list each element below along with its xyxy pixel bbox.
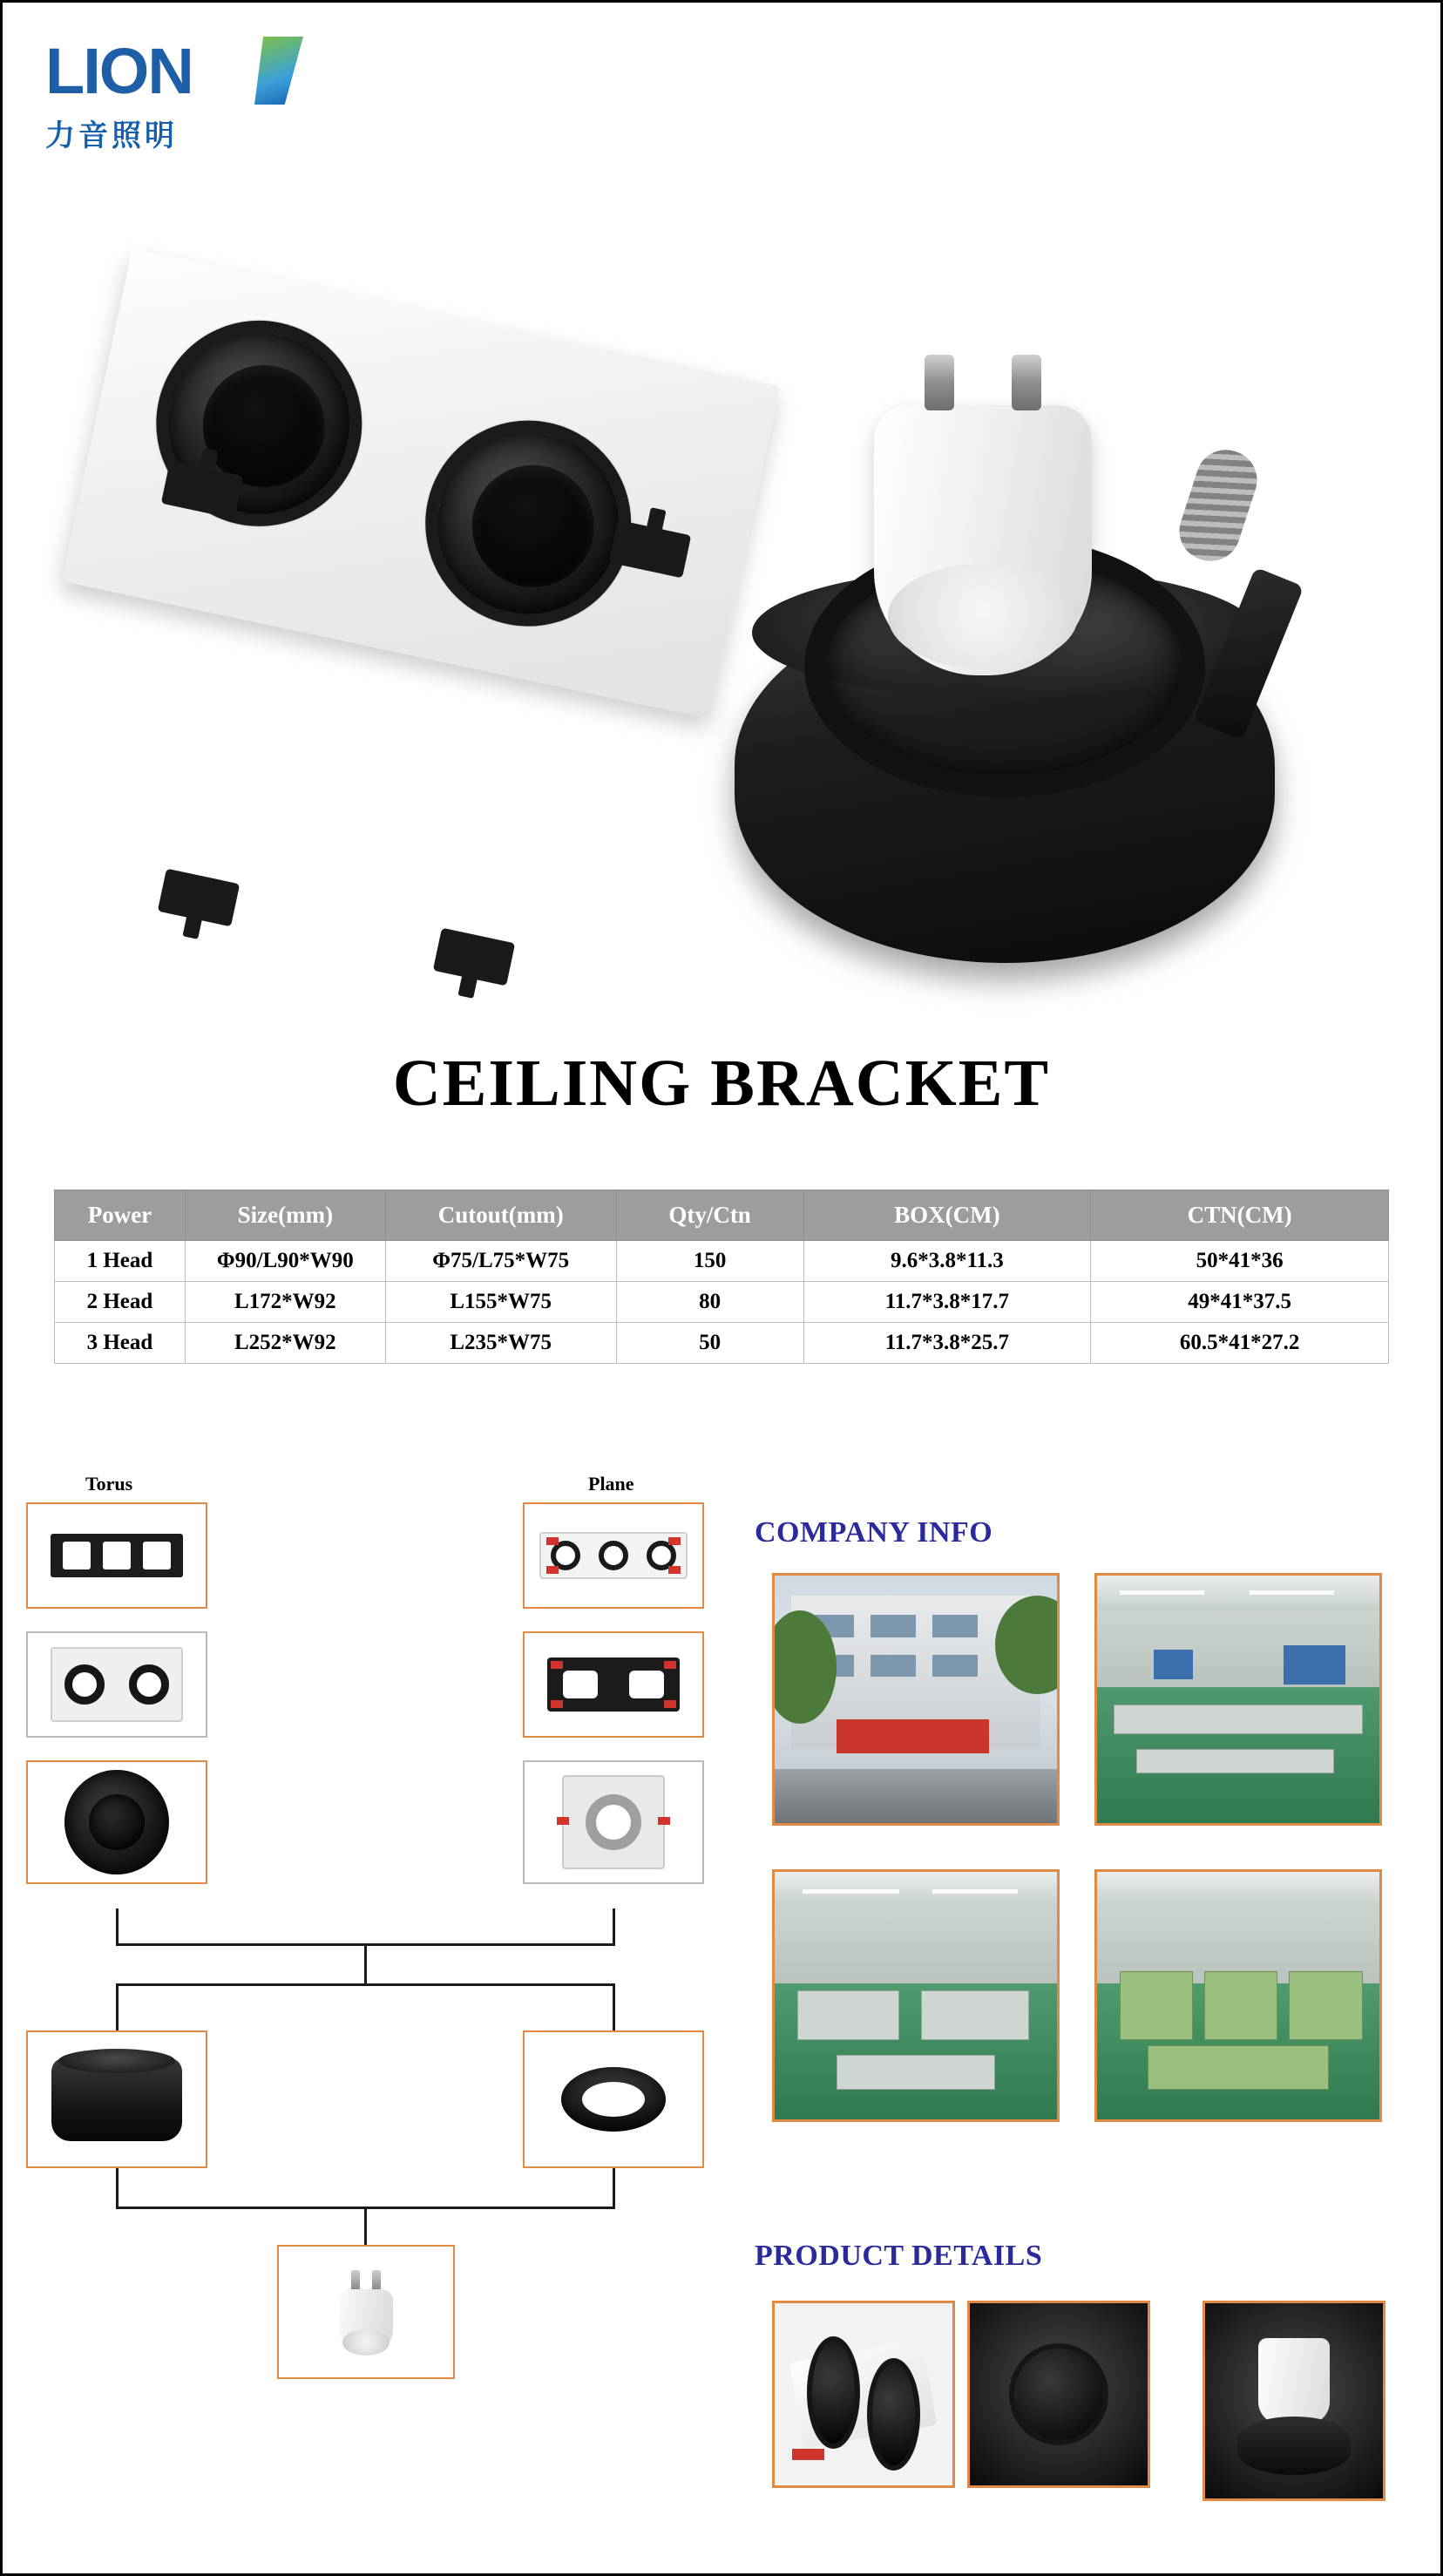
cell-size: L172*W92 <box>185 1282 385 1323</box>
cell-power: 2 Head <box>55 1282 186 1323</box>
col-qty: Qty/Ctn <box>616 1190 803 1241</box>
cell-power: 1 Head <box>55 1241 186 1282</box>
parts-column-label-torus: Torus <box>85 1473 133 1495</box>
part-three-head-black-bar <box>26 1502 207 1609</box>
two-head-black-plate-graphic <box>547 1657 680 1712</box>
cell-ctn: 60.5*41*27.2 <box>1091 1323 1389 1364</box>
part-three-head-plane-frame <box>523 1502 704 1609</box>
mounting-clip <box>158 869 240 927</box>
two-head-white-plate-graphic <box>51 1647 183 1722</box>
cell-cutout: L155*W75 <box>385 1282 616 1323</box>
cell-power: 3 Head <box>55 1323 186 1364</box>
logo-mark <box>45 33 333 110</box>
lamp-in-housing-detail <box>1202 2301 1385 2501</box>
connector-line <box>116 1983 615 1986</box>
workshop-benches-photo <box>772 1869 1060 2122</box>
gu10-lamp <box>874 405 1092 675</box>
connector-line <box>116 1983 119 2032</box>
part-black-cylinder-housing <box>26 2030 207 2168</box>
col-size: Size(mm) <box>185 1190 385 1241</box>
cell-box: 9.6*3.8*11.3 <box>803 1241 1091 1282</box>
plate-hole-right <box>406 402 650 646</box>
lamp-face <box>888 564 1078 668</box>
machine-room-photo <box>1094 1869 1382 2122</box>
three-head-plane-graphic <box>539 1532 688 1579</box>
parts-column-label-plane: Plane <box>588 1473 634 1495</box>
connector-line <box>364 1943 367 1985</box>
torus-ring-graphic <box>64 1770 169 1874</box>
page-title: CEILING BRACKET <box>392 1047 1051 1120</box>
three-head-bar-graphic <box>51 1534 183 1577</box>
square-frame-graphic <box>562 1775 665 1869</box>
cell-qty: 150 <box>616 1241 803 1282</box>
col-ctn: CTN(CM) <box>1091 1190 1389 1241</box>
ring-band-graphic <box>561 2067 666 2132</box>
cell-cutout: Φ75/L75*W75 <box>385 1241 616 1282</box>
table-row <box>55 1323 1389 1364</box>
connector-line <box>116 2168 119 2208</box>
spec-table <box>54 1190 1389 1364</box>
part-round-torus-ring <box>26 1760 207 1884</box>
part-two-head-black-plate <box>523 1631 704 1738</box>
assembly-line-photo <box>1094 1573 1382 1826</box>
table-row <box>55 1282 1389 1323</box>
hero-product-photo <box>3 161 1440 1015</box>
connector-line <box>613 2168 615 2208</box>
gu10-pin <box>1012 355 1041 410</box>
gu10-pin <box>925 355 954 410</box>
cell-qty: 50 <box>616 1323 803 1364</box>
table-header-row <box>55 1190 1389 1241</box>
part-gu10-lamp <box>277 2245 455 2379</box>
part-two-head-white-plate <box>26 1631 207 1738</box>
cell-ctn: 50*41*36 <box>1091 1241 1389 1282</box>
factory-building-photo <box>772 1573 1060 1826</box>
col-power: Power <box>55 1190 186 1241</box>
col-cutout: Cutout(mm) <box>385 1190 616 1241</box>
part-square-plane-frame <box>523 1760 704 1884</box>
cell-box: 11.7*3.8*17.7 <box>803 1282 1091 1323</box>
mounting-clip <box>433 928 516 986</box>
tilt-ring-detail <box>967 2301 1150 2488</box>
parts-diagram <box>17 1473 732 2553</box>
product-details-title: PRODUCT DETAILS <box>755 2240 1043 2272</box>
cell-size: L252*W92 <box>185 1323 385 1364</box>
col-box: BOX(CM) <box>803 1190 1091 1241</box>
connector-line <box>364 2207 367 2247</box>
company-info-title: COMPANY INFO <box>755 1516 993 1549</box>
table-row <box>55 1241 1389 1282</box>
part-black-ring-band <box>523 2030 704 2168</box>
cell-cutout: L235*W75 <box>385 1323 616 1364</box>
gu10-lamp-graphic <box>334 2267 398 2357</box>
cylinder-housing-graphic <box>51 2057 182 2141</box>
connector-line <box>613 1983 615 2032</box>
connector-line <box>613 1908 615 1945</box>
cell-box: 11.7*3.8*25.7 <box>803 1323 1091 1364</box>
double-head-bracket-detail <box>772 2301 955 2488</box>
logo-chinese-name: 力音照明 <box>45 119 178 153</box>
cell-size: Φ90/L90*W90 <box>185 1241 385 1282</box>
spring-clip-icon <box>1172 442 1265 568</box>
logo-wordmark: LION <box>45 35 193 107</box>
cell-qty: 80 <box>616 1282 803 1323</box>
brand-logo <box>45 33 359 155</box>
cell-ctn: 49*41*37.5 <box>1091 1282 1389 1323</box>
plate-hole-left <box>137 302 381 546</box>
connector-line <box>116 1908 119 1945</box>
